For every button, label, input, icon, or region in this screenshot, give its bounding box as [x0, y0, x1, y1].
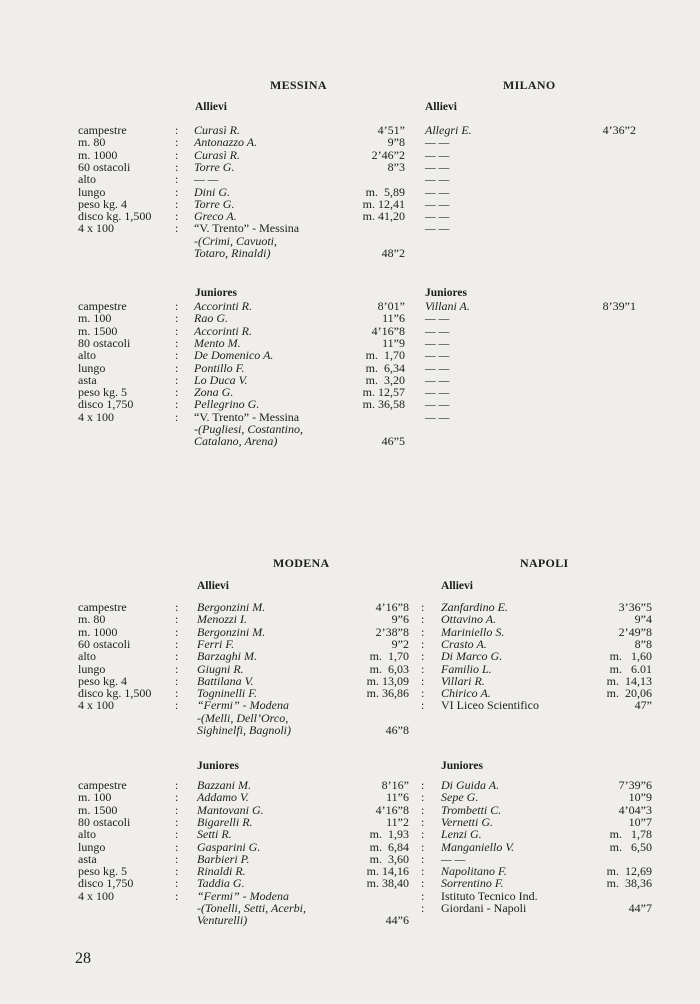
event-name: 80 ostacoli	[78, 814, 131, 829]
athlete-name: Antonazzo A.	[194, 135, 258, 150]
colon-separator: :	[175, 876, 179, 891]
event-name: m. 80	[78, 612, 106, 627]
result-value: 10”9	[628, 790, 652, 805]
athlete-name: Manganiello V.	[441, 839, 515, 854]
result-value: 9”6	[391, 612, 409, 627]
colon-separator: :	[421, 612, 425, 627]
result-value: 8”8	[634, 636, 652, 651]
category-label: Allievi	[425, 101, 457, 113]
result-value: m. 3,20	[365, 372, 405, 387]
athlete-name: Accorinti R.	[194, 323, 252, 338]
colon-separator: :	[175, 409, 179, 424]
event-name: campestre	[78, 600, 127, 614]
event-name: lungo	[78, 360, 106, 375]
athlete-name: — —	[425, 172, 450, 187]
athlete-name: Ottavino A.	[441, 612, 497, 627]
athlete-name: — —	[425, 360, 450, 375]
result-value: m. 5,89	[365, 184, 405, 199]
result-value: m. 14,16	[366, 864, 409, 879]
athlete-name: Curasì R.	[194, 147, 241, 162]
athlete-name: “Fermi” - Modena	[197, 888, 289, 903]
result-value: 4’16”8	[375, 600, 409, 614]
athlete-name: Crasto A.	[441, 636, 487, 651]
colon-separator: :	[421, 686, 425, 701]
athlete-name: — —	[425, 311, 450, 326]
athlete-name: “V. Trento” - Messina	[194, 221, 300, 236]
athlete-name: Torre G.	[194, 159, 235, 174]
athlete-name: — —	[425, 348, 450, 363]
athlete-name: Pellegrino G.	[194, 397, 260, 412]
result-value: m. 1,60	[609, 649, 652, 664]
colon-separator: :	[175, 851, 179, 866]
event-name: 60 ostacoli	[78, 159, 131, 174]
result-value: 9”8	[387, 135, 405, 150]
colon-separator: :	[175, 123, 179, 137]
colon-separator: :	[175, 385, 179, 400]
event-name: m. 1500	[78, 323, 118, 338]
event-name: m. 1000	[78, 147, 118, 162]
result-value: 11”9	[382, 335, 405, 350]
result-value: 11”6	[386, 790, 409, 805]
colon-separator: :	[175, 348, 179, 363]
colon-separator: :	[421, 600, 425, 614]
athlete-name: Dini G.	[194, 184, 230, 199]
result-value: m. 14,13	[606, 673, 652, 688]
athlete-name: Catalano, Arena)	[194, 434, 278, 449]
page-number: 28	[75, 950, 91, 967]
athlete-name: Rinaldi R.	[197, 864, 246, 879]
result-value: 2’49”8	[618, 624, 652, 639]
athlete-name: Bigarelli R.	[197, 814, 253, 829]
event-name: m. 100	[78, 311, 112, 326]
athlete-name: Allegri E.	[425, 123, 472, 137]
colon-separator: :	[175, 814, 179, 829]
athlete-name: Trombetti C.	[441, 802, 502, 817]
result-value: 8’16”	[381, 778, 409, 792]
event-name: m. 1500	[78, 802, 118, 817]
event-name: peso kg. 4	[78, 196, 127, 211]
result-value: m. 12,41	[362, 196, 405, 211]
athlete-name: Menozzi I.	[197, 612, 247, 627]
athlete-name: -(Tonelli, Setti, Acerbi,	[197, 901, 306, 915]
athlete-name: Barbieri P.	[197, 851, 250, 866]
athlete-name: — —	[425, 385, 450, 400]
colon-separator: :	[421, 864, 425, 879]
athlete-name: Zona G.	[194, 385, 234, 400]
event-name: 4 x 100	[78, 698, 114, 713]
colon-separator: :	[175, 184, 179, 199]
colon-separator: :	[175, 209, 179, 224]
athlete-name: — —	[425, 196, 450, 211]
colon-separator: :	[421, 661, 425, 676]
athlete-name: -(Melli, Dell’Orco,	[197, 710, 289, 725]
colon-separator: :	[175, 790, 179, 805]
colon-separator: :	[421, 649, 425, 664]
colon-separator: :	[175, 636, 179, 651]
result-value: 46”8	[385, 723, 409, 737]
colon-separator: :	[421, 673, 425, 688]
category-label: Allievi	[441, 580, 473, 592]
result-value: m. 1,78	[609, 827, 652, 842]
colon-separator: :	[421, 876, 425, 891]
athlete-name: -(Crimi, Cavuoti,	[194, 233, 277, 248]
athlete-name: — —	[194, 172, 219, 187]
event-name: 60 ostacoli	[78, 636, 131, 651]
result-value: m. 13,09	[366, 673, 409, 688]
result-value: 8’01”	[377, 299, 405, 313]
colon-separator: :	[175, 661, 179, 676]
result-value: 9”2	[391, 636, 409, 651]
athlete-name: Lenzi G.	[441, 827, 482, 842]
result-value: 4’16”8	[371, 323, 405, 338]
result-value: 4’51”	[377, 123, 405, 137]
colon-separator: :	[421, 827, 425, 842]
athlete-name: Mento M.	[194, 335, 241, 350]
athlete-name: — —	[425, 135, 450, 150]
athlete-name: Villari R.	[441, 673, 485, 688]
event-name: lungo	[78, 661, 106, 676]
colon-separator: :	[175, 612, 179, 627]
city-title: NAPOLI	[520, 556, 569, 570]
result-value: 11”6	[382, 311, 405, 326]
colon-separator: :	[421, 778, 425, 792]
event-name: lungo	[78, 184, 106, 199]
athlete-name: — —	[425, 221, 450, 236]
result-value: 11”2	[386, 814, 409, 829]
athlete-name: De Domenico A.	[194, 348, 274, 363]
event-name: peso kg. 5	[78, 385, 127, 400]
athlete-name: — —	[425, 409, 450, 424]
athlete-name: Barzaghi M.	[197, 649, 257, 664]
colon-separator: :	[421, 802, 425, 817]
result-value: m. 6.01	[609, 661, 652, 676]
result-value: m. 20,06	[606, 686, 652, 701]
category-label: Allievi	[195, 101, 227, 113]
colon-separator: :	[421, 636, 425, 651]
result-value: 3’36”5	[618, 600, 652, 614]
event-name: peso kg. 4	[78, 673, 127, 688]
athlete-name: — —	[441, 851, 466, 866]
result-value: 2’46”2	[371, 147, 405, 162]
event-name: m. 1000	[78, 624, 118, 639]
result-value: 48”2	[381, 246, 405, 260]
city-title: MODENA	[273, 556, 330, 570]
result-value: 4’16”8	[375, 802, 409, 817]
athlete-name: Bergonzini M.	[197, 600, 266, 614]
colon-separator: :	[175, 600, 179, 614]
event-name: peso kg. 5	[78, 864, 127, 879]
colon-separator: :	[421, 698, 425, 713]
category-label: Juniores	[197, 760, 239, 772]
result-value: 8’39”1	[602, 299, 636, 313]
event-name: 4 x 100	[78, 888, 114, 903]
result-value: m. 12,57	[362, 385, 405, 400]
colon-separator: :	[175, 172, 179, 187]
result-value: m. 6,34	[365, 360, 405, 375]
athlete-name: Setti R.	[197, 827, 232, 842]
athlete-name: Istituto Tecnico Ind.	[441, 888, 538, 903]
colon-separator: :	[421, 839, 425, 854]
result-value: 9”4	[634, 612, 652, 627]
athlete-name: Addamo V.	[197, 790, 249, 805]
athlete-name: Vernetti G.	[441, 814, 493, 829]
athlete-name: Totaro, Rinaldi)	[194, 246, 271, 260]
athlete-name: Sorrentino F.	[441, 876, 504, 891]
event-name: disco 1,750	[78, 397, 134, 412]
athlete-name: Accorinti R.	[194, 299, 252, 313]
colon-separator: :	[175, 397, 179, 412]
event-name: asta	[78, 372, 97, 387]
athlete-name: Villani A.	[425, 299, 470, 313]
athlete-name: — —	[425, 372, 450, 387]
colon-separator: :	[175, 335, 179, 350]
athlete-name: Familio L.	[441, 661, 492, 676]
athlete-name: — —	[425, 147, 450, 162]
category-label: Juniores	[425, 287, 467, 299]
athlete-name: VI Liceo Scientifico	[441, 698, 539, 713]
athlete-name: Rao G.	[194, 311, 228, 326]
result-value: m. 36,86	[366, 686, 409, 701]
athlete-name: Mariniello S.	[441, 624, 505, 639]
athlete-name: — —	[425, 323, 450, 338]
colon-separator: :	[175, 649, 179, 664]
colon-separator: :	[175, 323, 179, 338]
event-name: alto	[78, 172, 96, 187]
athlete-name: Venturelli)	[197, 913, 248, 928]
result-value: 10”7	[628, 814, 652, 829]
event-name: alto	[78, 827, 96, 842]
colon-separator: :	[421, 888, 425, 903]
event-name: 4 x 100	[78, 221, 114, 236]
result-value: 47”	[634, 698, 652, 713]
colon-separator: :	[175, 221, 179, 236]
result-value: 44”7	[628, 901, 652, 915]
athlete-name: Mantovani G.	[197, 802, 264, 817]
category-label: Allievi	[197, 580, 229, 592]
result-value: m. 6,84	[369, 839, 409, 854]
colon-separator: :	[175, 135, 179, 150]
result-value: m. 38,40	[366, 876, 409, 891]
athlete-name: Battilana V.	[197, 673, 254, 688]
colon-separator: :	[175, 698, 179, 713]
result-value: m. 3,60	[369, 851, 409, 866]
athlete-name: Curasì R.	[194, 123, 241, 137]
colon-separator: :	[175, 686, 179, 701]
result-value: 8”3	[387, 159, 405, 174]
colon-separator: :	[175, 159, 179, 174]
athlete-name: Bergonzini M.	[197, 624, 266, 639]
event-name: m. 80	[78, 135, 106, 150]
athlete-name: Sepe G.	[441, 790, 479, 805]
category-label: Juniores	[441, 760, 483, 772]
colon-separator: :	[175, 888, 179, 903]
event-name: disco kg. 1,500	[78, 686, 152, 701]
athlete-name: — —	[425, 335, 450, 350]
athlete-name: Di Marco G.	[441, 649, 503, 664]
result-value: m. 6,50	[609, 839, 652, 854]
event-name: 80 ostacoli	[78, 335, 131, 350]
athlete-name: — —	[425, 209, 450, 224]
result-value: 4’36”2	[602, 123, 636, 137]
colon-separator: :	[175, 802, 179, 817]
result-value: m. 6,03	[369, 661, 409, 676]
colon-separator: :	[175, 147, 179, 162]
athlete-name: Ferri F.	[197, 636, 235, 651]
result-value: 2’38”8	[375, 624, 409, 639]
event-name: 4 x 100	[78, 409, 114, 424]
result-value: m. 41,20	[362, 209, 405, 224]
athlete-name: Taddia G.	[197, 876, 245, 891]
colon-separator: :	[175, 864, 179, 879]
athlete-name: -(Pugliesi, Costantino,	[194, 422, 303, 436]
athlete-name: Giugni R.	[197, 661, 244, 676]
colon-separator: :	[175, 827, 179, 842]
athlete-name: — —	[425, 184, 450, 199]
event-name: m. 100	[78, 790, 112, 805]
colon-separator: :	[175, 778, 179, 792]
result-value: m. 1,70	[369, 649, 409, 664]
event-name: alto	[78, 649, 96, 664]
event-name: alto	[78, 348, 96, 363]
athlete-name: Bazzani M.	[197, 778, 251, 792]
result-value: m. 38,36	[606, 876, 652, 891]
athlete-name: Chirico A.	[441, 686, 491, 701]
athlete-name: Gasparini G.	[197, 839, 261, 854]
colon-separator: :	[421, 814, 425, 829]
result-value: m. 1,70	[365, 348, 405, 363]
event-name: disco kg. 1,500	[78, 209, 152, 224]
result-value: 7’39”6	[618, 778, 652, 792]
athlete-name: — —	[425, 397, 450, 412]
colon-separator: :	[421, 790, 425, 805]
athlete-name: Sighinelfi, Bagnoli)	[197, 723, 291, 737]
colon-separator: :	[175, 839, 179, 854]
colon-separator: :	[175, 311, 179, 326]
result-value: m. 12,69	[606, 864, 652, 879]
athlete-name: Giordani - Napoli	[441, 901, 527, 915]
athlete-name: Pontillo F.	[194, 360, 245, 375]
colon-separator: :	[175, 673, 179, 688]
colon-separator: :	[421, 851, 425, 866]
category-label: Juniores	[195, 287, 237, 299]
city-title: MESSINA	[270, 78, 327, 92]
athlete-name: Togninelli F.	[197, 686, 258, 701]
event-name: lungo	[78, 839, 106, 854]
athlete-name: Torre G.	[194, 196, 235, 211]
result-value: 44”6	[385, 913, 409, 928]
colon-separator: :	[175, 299, 179, 313]
colon-separator: :	[175, 196, 179, 211]
colon-separator: :	[421, 901, 425, 915]
athlete-name: Lo Duca V.	[194, 372, 248, 387]
athlete-name: Zanfardino E.	[441, 600, 508, 614]
result-value: 46”5	[381, 434, 405, 449]
colon-separator: :	[421, 624, 425, 639]
event-name: disco 1,750	[78, 876, 134, 891]
event-name: asta	[78, 851, 97, 866]
event-name: campestre	[78, 299, 127, 313]
athlete-name: Di Guida A.	[441, 778, 500, 792]
athlete-name: Napolitano F.	[441, 864, 507, 879]
athlete-name: Greco A.	[194, 209, 237, 224]
result-value: m. 36,58	[362, 397, 405, 412]
colon-separator: :	[175, 360, 179, 375]
result-value: 4’04”3	[618, 802, 652, 817]
athlete-name: “Fermi” - Modena	[197, 698, 289, 713]
event-name: campestre	[78, 778, 127, 792]
colon-separator: :	[175, 624, 179, 639]
athlete-name: — —	[425, 159, 450, 174]
colon-separator: :	[175, 372, 179, 387]
athlete-name: “V. Trento” - Messina	[194, 409, 300, 424]
city-title: MILANO	[503, 78, 556, 92]
event-name: campestre	[78, 123, 127, 137]
result-value: m. 1,93	[369, 827, 409, 842]
